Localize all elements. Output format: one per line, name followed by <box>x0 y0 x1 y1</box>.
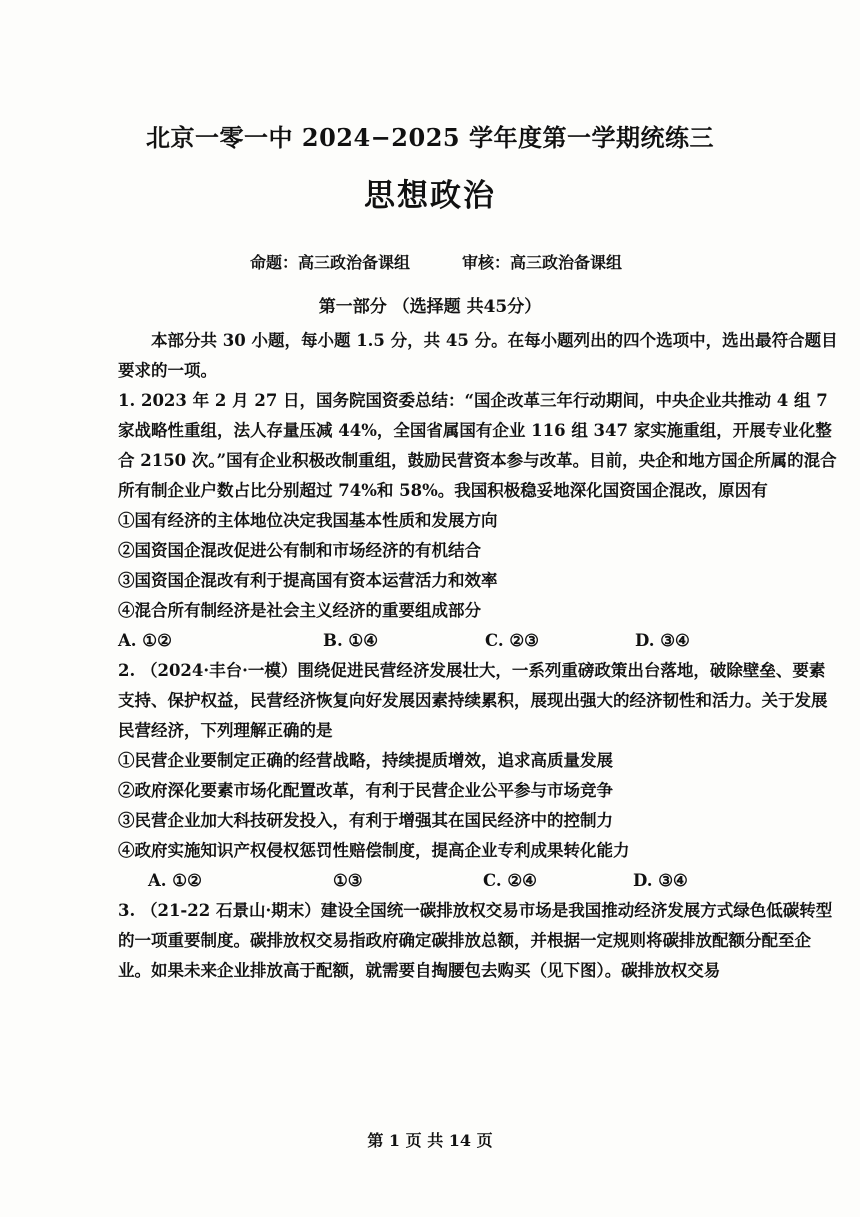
question-2-options <box>118 866 838 896</box>
instructions: 本部分共 30 小题，每小题 1.5 分，共 45 分。在每小题列出的四个选项中，选出最符合题目要求的一项。 <box>118 331 838 380</box>
question-2-option-b: ①③ <box>333 871 363 890</box>
question-1-item-2: ②国资国企混改促进公有制和市场经济的有机结合 <box>118 541 481 560</box>
question-2-option-a: A. ①② <box>148 871 202 890</box>
question-1-option-a: A. ①② <box>118 631 172 650</box>
question-2-item-3: ③民营企业加大科技研发投入，有利于增强其在国民经济中的控制力 <box>118 811 613 830</box>
question-1-stem: 1. 2023 年 2 月 27 日，国务院国资委总结：“国企改革三年行动期间，中央企业共推动 4 组 7 家战略性重组，法人存量压减 44%，全国省属国有企业 116 组 347 家实施重组，开展专业化整合 2150 次。”国有企业积极改制重组，鼓励民营资本参与改革。目前，央企和地方国企所属的混合所有制企业户数占比分别超过 74%和 58%。我国积极稳妥地深化国资国企混改，原因有 <box>118 391 837 500</box>
question-1-option-b: B. ①④ <box>323 631 379 650</box>
question-1-item-4: ④混合所有制经济是社会主义经济的重要组成部分 <box>118 601 481 620</box>
authors-line <box>250 250 622 273</box>
part-heading: 第一部分 （选择题 共45分） <box>318 297 542 317</box>
question-1-option-c: C. ②③ <box>485 631 539 650</box>
question-1-item-1: ①国有经济的主体地位决定我国基本性质和发展方向 <box>118 511 498 530</box>
question-2-item-1: ①民营企业要制定正确的经营战略，持续提质增效，追求高质量发展 <box>118 751 613 770</box>
subject-title: 思想政治 <box>364 178 496 214</box>
question-1-item-3: ③国资国企混改有利于提高国有资本运营活力和效率 <box>118 571 498 590</box>
page-footer: 第 1 页 共 14 页 <box>367 1131 493 1150</box>
question-1-option-d: D. ③④ <box>635 631 690 650</box>
exam-body <box>118 326 838 986</box>
question-3-stem: 3. （21-22 石景山·期末）建设全国统一碳排放权交易市场是我国推动经济发展方式绿色低碳转型的一项重要制度。碳排放权交易指政府确定碳排放总额，并根据一定规则将碳排放配额分配至企业。如果未来企业排放高于配额，就需要自掏腰包去购买（见下图）。碳排放权交易 <box>118 901 833 980</box>
exam-title: 北京一零一中 2024−2025 学年度第一学期统练三 <box>146 123 714 152</box>
reviewer-text: 审核：高三政治备课组 <box>462 253 623 272</box>
author-text: 命题：高三政治备课组 <box>250 253 411 272</box>
question-2-item-2: ②政府深化要素市场化配置改革，有利于民营企业公平参与市场竞争 <box>118 781 613 800</box>
question-2-item-4: ④政府实施知识产权侵权惩罚性赔偿制度，提高企业专利成果转化能力 <box>118 841 630 860</box>
question-2-option-c: C. ②④ <box>483 871 537 890</box>
question-1-options <box>118 626 838 656</box>
question-2-stem: 2. （2024·丰台·一模）围绕促进民营经济发展壮大，一系列重磅政策出台落地，破除壁垒、要素支持、保护权益，民营经济恢复向好发展因素持续累积，展现出强大的经济韧性和活力。关于发展民营经济，下列理解正确的是 <box>118 661 828 740</box>
question-2-option-d: D. ③④ <box>633 871 688 890</box>
